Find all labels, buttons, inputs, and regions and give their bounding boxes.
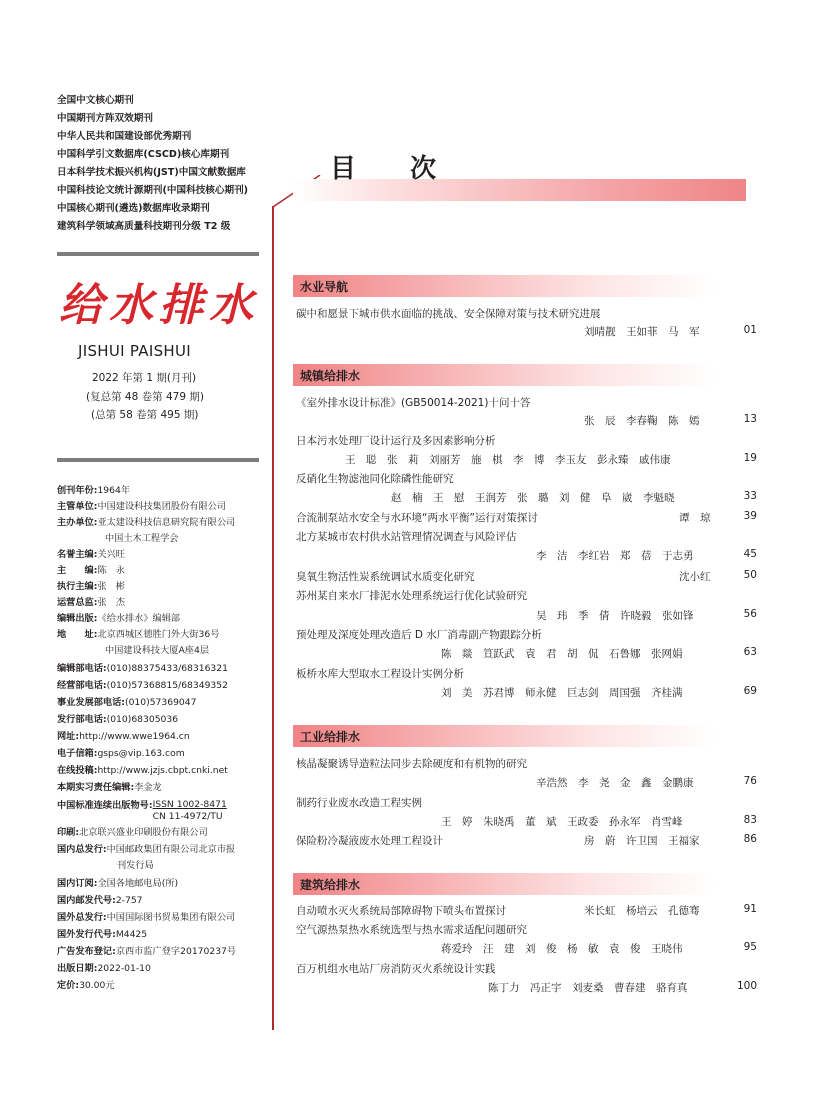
article-page: 33 bbox=[743, 490, 757, 502]
article-title[interactable]: 苏州某自来水厂排泥水处理系统运行优化试验研究 bbox=[296, 590, 527, 602]
toc-title: 目 次 bbox=[330, 154, 451, 184]
info-domestic-sub: 国内订阅:全国各地邮电局(所) bbox=[57, 878, 179, 889]
divider-rule bbox=[57, 252, 259, 256]
issue-total: (总第 58 卷第 495 期) bbox=[91, 409, 199, 421]
info-foreign-dist: 国外总发行:中国国际图书贸易集团有限公司 bbox=[57, 912, 236, 923]
divider-rule bbox=[57, 458, 259, 462]
article-authors: 刘晴靓 王如菲 马 军 bbox=[584, 326, 700, 338]
info-price: 定价:30.00元 bbox=[57, 980, 115, 991]
issue-number: 2022 年第 1 期(月刊) bbox=[92, 372, 197, 384]
info-submit: 在线投稿:http://www.jzjs.cbpt.cnki.net bbox=[57, 765, 228, 776]
info-exec-editor: 执行主编:张 彬 bbox=[57, 581, 125, 592]
article-page: 100 bbox=[736, 980, 757, 992]
article-page: 39 bbox=[743, 510, 757, 522]
article-title[interactable]: 板桥水库大型取水工程设计实例分析 bbox=[296, 668, 464, 680]
article-page: 76 bbox=[743, 775, 757, 787]
info-pub-date: 出版日期:2022-01-10 bbox=[57, 963, 151, 974]
article-authors: 陈 燚 笪跃武 袁 君 胡 侃 石鲁娜 张网娟 bbox=[441, 648, 683, 660]
info-address: 地 址:北京西城区德胜门外大街36号 bbox=[57, 629, 220, 640]
info-founded: 创刊年份:1964年 bbox=[57, 485, 131, 496]
index-line: 全国中文核心期刊 bbox=[57, 95, 134, 106]
article-page: 69 bbox=[743, 685, 757, 697]
info-foreign-code: 国外发行代号:M4425 bbox=[57, 929, 148, 940]
index-line: 日本科学技术振兴机构(JST)中国文献数据库 bbox=[57, 167, 246, 178]
info-domestic-dist-2: 刊发行局 bbox=[117, 860, 154, 871]
article-page: 63 bbox=[743, 646, 757, 658]
article-page: 13 bbox=[743, 413, 757, 425]
info-std-no: 中国标准连续出版物号:ISSN 1002-8471 CN 11-4972/TU bbox=[57, 799, 227, 822]
article-title[interactable]: 核晶凝聚诱导造粒法同步去除硬度和有机物的研究 bbox=[296, 758, 527, 770]
article-authors: 谭 琼 bbox=[679, 512, 711, 524]
article-title[interactable]: 北方某城市农村供水站管理情况调查与风险评估 bbox=[296, 531, 517, 543]
article-title[interactable]: 日本污水处理厂设计运行及多因素影响分析 bbox=[296, 435, 496, 447]
info-publisher: 编辑出版:《给水排水》编辑部 bbox=[57, 613, 181, 624]
article-title[interactable]: 空气源热泵热水系统选型与热水需求适配问题研究 bbox=[296, 924, 527, 936]
info-organizer-2: 中国土木工程学会 bbox=[105, 533, 179, 544]
column-divider bbox=[272, 206, 274, 1030]
article-authors: 王 婷 朱晓禹 董 斌 王政委 孙永军 肖雪峰 bbox=[441, 816, 683, 828]
article-page: 50 bbox=[743, 569, 757, 581]
section-header: 城镇给排水 bbox=[293, 364, 715, 386]
journal-pinyin: JISHUI PAISHUI bbox=[78, 342, 191, 360]
index-line: 中国科技论文统计源期刊(中国科技核心期刊) bbox=[57, 185, 249, 196]
section-header: 水业导航 bbox=[293, 275, 715, 297]
article-page: 86 bbox=[743, 833, 757, 845]
article-title[interactable]: 百万机组水电站厂房消防灭火系统设计实践 bbox=[296, 963, 496, 975]
article-title[interactable]: 预处理及深度处理改造后 D 水厂消毒副产物跟踪分析 bbox=[296, 629, 542, 641]
cn-number: CN 11-4972/TU bbox=[152, 811, 223, 822]
section-header: 建筑给排水 bbox=[293, 873, 715, 895]
info-honorary-editor: 名誉主编:关兴旺 bbox=[57, 549, 125, 560]
article-authors: 王 聪 张 莉 刘丽芳 施 棋 李 博 李玉友 彭永臻 戚伟康 bbox=[345, 454, 671, 466]
index-line: 中国期刊方阵双效期刊 bbox=[57, 113, 153, 124]
info-edit-phone: 编辑部电话:(010)88375433/68316321 bbox=[57, 663, 228, 674]
info-printer: 印刷:北京联兴盛业印刷股份有限公司 bbox=[57, 827, 208, 838]
info-dist-phone: 发行部电话:(010)68305036 bbox=[57, 714, 179, 725]
article-title[interactable]: 制药行业废水改造工程实例 bbox=[296, 797, 422, 809]
info-ops-director: 运营总监:张 杰 bbox=[57, 597, 125, 608]
article-authors: 辛浩然 李 尧 金 鑫 金鹏康 bbox=[536, 777, 694, 789]
article-title[interactable]: 反硝化生物滤池同化除磷性能研究 bbox=[296, 473, 454, 485]
article-authors: 米长虹 杨培云 孔德骞 bbox=[584, 905, 700, 917]
article-authors: 陈丁力 冯正宇 刘麦桑 曹春建 骆育真 bbox=[488, 982, 688, 994]
article-page: 01 bbox=[743, 324, 757, 336]
article-page: 95 bbox=[743, 941, 757, 953]
index-line: 中国核心期刊(遴选)数据库收录期刊 bbox=[57, 203, 210, 214]
info-organizer: 主办单位:亚太建设科技信息研究院有限公司 bbox=[57, 517, 236, 528]
article-title[interactable]: 自动喷水灭火系统局部障碍物下喷头布置探讨 bbox=[296, 905, 506, 917]
article-title[interactable]: 《室外排水设计标准》(GB50014-2021)十问十答 bbox=[296, 397, 531, 409]
article-authors: 李 洁 李红岩 郑 蓓 于志勇 bbox=[536, 550, 694, 562]
info-dev-phone: 事业发展部电话:(010)57369047 bbox=[57, 697, 197, 708]
article-authors: 沈小红 bbox=[679, 571, 711, 583]
article-authors: 刘 美 苏君博 师永健 巨志剑 周国强 齐桂满 bbox=[441, 687, 683, 699]
article-title[interactable]: 合流制泵站水安全与水环境“两水平衡”运行对策探讨 bbox=[296, 512, 538, 524]
article-authors: 蒋爱玲 汪 建 刘 俊 杨 敏 袁 俊 王晓伟 bbox=[441, 943, 683, 955]
info-email: 电子信箱:gsps@vip.163.com bbox=[57, 748, 185, 759]
article-page: 56 bbox=[743, 608, 757, 620]
article-authors: 张 辰 李春鞠 陈 嫣 bbox=[584, 415, 700, 427]
index-line: 建筑科学领域高质量科技期刊分级 T2 级 bbox=[57, 221, 231, 232]
journal-logo-text: 给水排水 bbox=[59, 280, 259, 330]
article-title[interactable]: 臭氧生物活性炭系统调试水质变化研究 bbox=[296, 571, 475, 583]
article-page: 45 bbox=[743, 548, 757, 560]
info-website: 网址:http://www.wwe1964.cn bbox=[57, 731, 190, 742]
info-domestic-code: 国内邮发代号:2-757 bbox=[57, 895, 143, 906]
article-page: 19 bbox=[743, 452, 757, 464]
info-biz-phone: 经营部电话:(010)57368815/68349352 bbox=[57, 680, 228, 691]
info-ad-reg: 广告发布登记:京西市监广登字20170237号 bbox=[57, 946, 237, 957]
issue-volume: (复总第 48 卷第 479 期) bbox=[86, 391, 204, 403]
journal-logo bbox=[55, 278, 263, 330]
info-address-2: 中国建设科技大厦A座4层 bbox=[105, 645, 210, 656]
index-line: 中国科学引文数据库(CSCD)核心库期刊 bbox=[57, 149, 230, 160]
article-page: 83 bbox=[743, 814, 757, 826]
article-authors: 赵 楠 王 慰 王润芳 张 璐 刘 健 阜 崴 李魁晓 bbox=[391, 492, 675, 504]
article-page: 91 bbox=[743, 903, 757, 915]
info-sponsor: 主管单位:中国建设科技集团股份有限公司 bbox=[57, 501, 227, 512]
article-authors: 吴 玮 季 倩 许晓毅 张如锋 bbox=[536, 610, 694, 622]
section-header: 工业给排水 bbox=[293, 725, 715, 747]
article-title[interactable]: 碳中和愿景下城市供水面临的挑战、安全保障对策与技术研究进展 bbox=[296, 308, 601, 320]
article-authors: 房 蔚 许卫国 王福家 bbox=[584, 835, 700, 847]
info-issue-editor: 本期实习责任编辑:李金龙 bbox=[57, 782, 162, 793]
info-domestic-dist: 国内总发行:中国邮政集团有限公司北京市报 bbox=[57, 844, 236, 855]
info-chief-editor: 主 编:陈 永 bbox=[57, 565, 125, 576]
article-title[interactable]: 保险粉冷凝液废水处理工程设计 bbox=[296, 835, 443, 847]
index-line: 中华人民共和国建设部优秀期刊 bbox=[57, 131, 192, 142]
issn: ISSN 1002-8471 bbox=[152, 799, 227, 810]
